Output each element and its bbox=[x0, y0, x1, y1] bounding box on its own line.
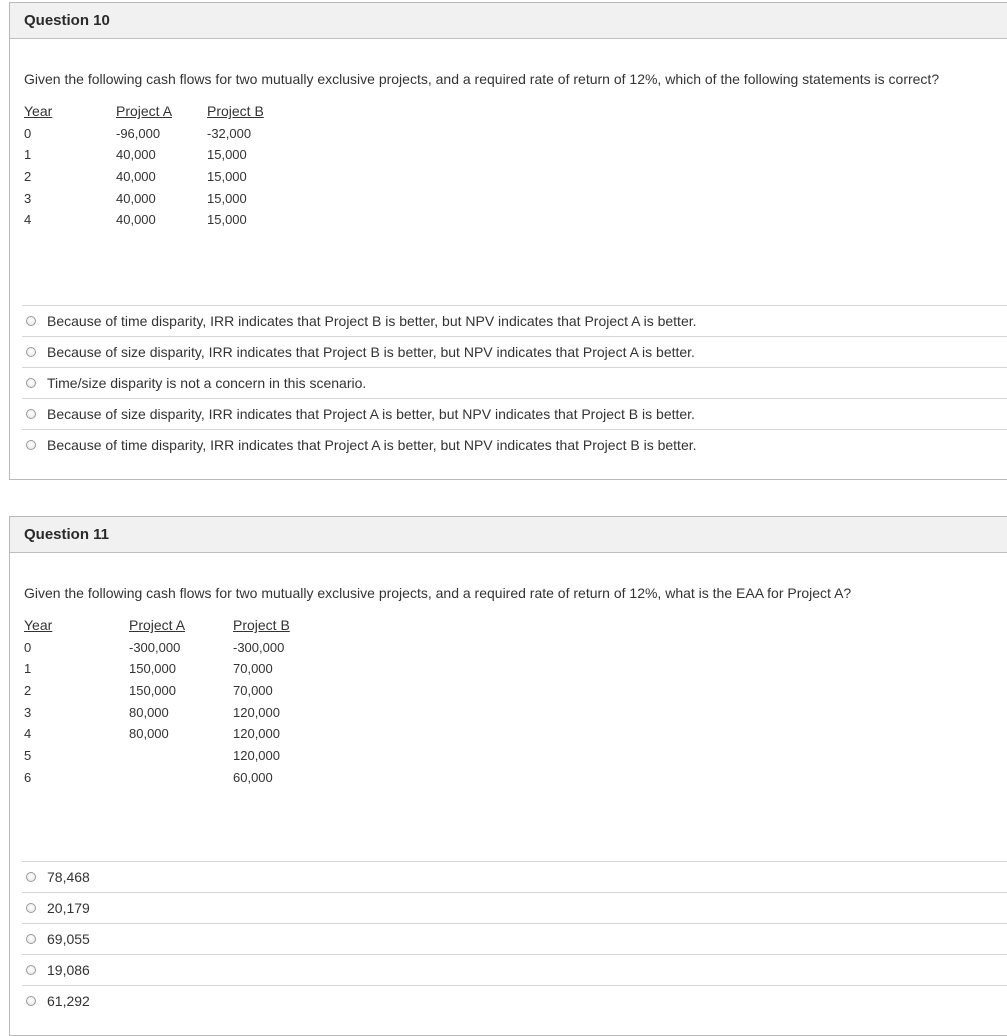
answer-option[interactable] bbox=[22, 892, 1007, 923]
project-a-cell: 80,000 bbox=[129, 726, 169, 742]
radio-button[interactable] bbox=[26, 316, 36, 326]
project-b-cell: 15,000 bbox=[207, 169, 247, 185]
question-title: Question 11 bbox=[10, 517, 1007, 553]
project-b-cell: 120,000 bbox=[233, 748, 280, 764]
header-year: Year bbox=[24, 103, 53, 119]
project-b-cell: 60,000 bbox=[233, 769, 273, 785]
year-cell: 3 bbox=[24, 190, 32, 206]
answer-option[interactable] bbox=[22, 429, 1007, 460]
answer-option[interactable] bbox=[22, 305, 1007, 336]
answer-option[interactable] bbox=[22, 923, 1007, 954]
project-b-cell: 15,000 bbox=[207, 147, 247, 163]
project-b-cell: 120,000 bbox=[233, 704, 280, 720]
project-b-cell: 70,000 bbox=[233, 683, 273, 699]
question-text: Given the following cash flows for two mutually exclusive projects, and a required rate of return of 12%, what is the EAA for Project A? bbox=[24, 585, 852, 601]
year-cell: 2 bbox=[24, 683, 32, 699]
option-label: 19,086 bbox=[47, 962, 90, 978]
year-cell: 0 bbox=[24, 639, 32, 655]
project-b-cell: -32,000 bbox=[207, 125, 252, 141]
answer-options bbox=[22, 861, 1007, 1016]
radio-button[interactable] bbox=[26, 996, 36, 1006]
radio-button[interactable] bbox=[26, 872, 36, 882]
answer-option[interactable] bbox=[22, 985, 1007, 1016]
header-project-a: Project A bbox=[129, 617, 186, 633]
option-label: 20,179 bbox=[47, 900, 90, 916]
project-a-cell: 80,000 bbox=[129, 704, 169, 720]
project-a-cell: 40,000 bbox=[116, 147, 156, 163]
answer-option[interactable] bbox=[22, 954, 1007, 985]
radio-button[interactable] bbox=[26, 934, 36, 944]
option-label: Because of time disparity, IRR indicates that Project B is better, but NPV indicates that Project A is better. bbox=[47, 313, 697, 329]
answer-options bbox=[22, 305, 1007, 460]
question-11 bbox=[9, 516, 1007, 1036]
option-label: 69,055 bbox=[47, 931, 90, 947]
answer-option[interactable] bbox=[22, 336, 1007, 367]
project-a-cell: 40,000 bbox=[116, 212, 156, 228]
project-a-cell: -300,000 bbox=[129, 639, 181, 655]
project-a-cell: 150,000 bbox=[129, 683, 176, 699]
year-cell: 4 bbox=[24, 726, 32, 742]
radio-button[interactable] bbox=[26, 965, 36, 975]
option-label: 61,292 bbox=[47, 993, 90, 1009]
year-cell: 5 bbox=[24, 748, 32, 764]
radio-button[interactable] bbox=[26, 903, 36, 913]
header-project-b: Project B bbox=[233, 617, 290, 633]
radio-button[interactable] bbox=[26, 378, 36, 388]
radio-button[interactable] bbox=[26, 347, 36, 357]
option-label: Because of time disparity, IRR indicates that Project A is better, but NPV indicates that Project B is better. bbox=[47, 437, 697, 453]
question-title: Question 10 bbox=[10, 3, 1007, 39]
radio-button[interactable] bbox=[26, 440, 36, 450]
question-text: Given the following cash flows for two mutually exclusive projects, and a required rate of return of 12%, which of the following statements is correct? bbox=[24, 71, 940, 87]
project-b-cell: 70,000 bbox=[233, 661, 273, 677]
option-label: Because of size disparity, IRR indicates that Project B is better, but NPV indicates that Project A is better. bbox=[47, 344, 695, 360]
header-project-b: Project B bbox=[207, 103, 264, 119]
project-b-cell: -300,000 bbox=[233, 639, 285, 655]
project-b-cell: 15,000 bbox=[207, 190, 247, 206]
year-cell: 4 bbox=[24, 212, 32, 228]
option-label: Because of size disparity, IRR indicates that Project A is better, but NPV indicates that Project B is better. bbox=[47, 406, 695, 422]
year-cell: 0 bbox=[24, 125, 32, 141]
answer-option[interactable] bbox=[22, 367, 1007, 398]
year-cell: 2 bbox=[24, 169, 32, 185]
radio-button[interactable] bbox=[26, 409, 36, 419]
project-a-cell: 40,000 bbox=[116, 169, 156, 185]
header-year: Year bbox=[24, 617, 53, 633]
project-b-cell: 15,000 bbox=[207, 212, 247, 228]
year-cell: 6 bbox=[24, 769, 32, 785]
option-label: 78,468 bbox=[47, 869, 90, 885]
project-a-cell: 40,000 bbox=[116, 190, 156, 206]
option-label: Time/size disparity is not a concern in this scenario. bbox=[47, 375, 367, 391]
question-10 bbox=[9, 2, 1007, 480]
year-cell: 3 bbox=[24, 704, 32, 720]
year-cell: 1 bbox=[24, 147, 32, 163]
project-a-cell: 150,000 bbox=[129, 661, 176, 677]
answer-option[interactable] bbox=[22, 398, 1007, 429]
header-project-a: Project A bbox=[116, 103, 173, 119]
answer-option[interactable] bbox=[22, 861, 1007, 892]
project-a-cell: -96,000 bbox=[116, 125, 161, 141]
project-b-cell: 120,000 bbox=[233, 726, 280, 742]
year-cell: 1 bbox=[24, 661, 32, 677]
